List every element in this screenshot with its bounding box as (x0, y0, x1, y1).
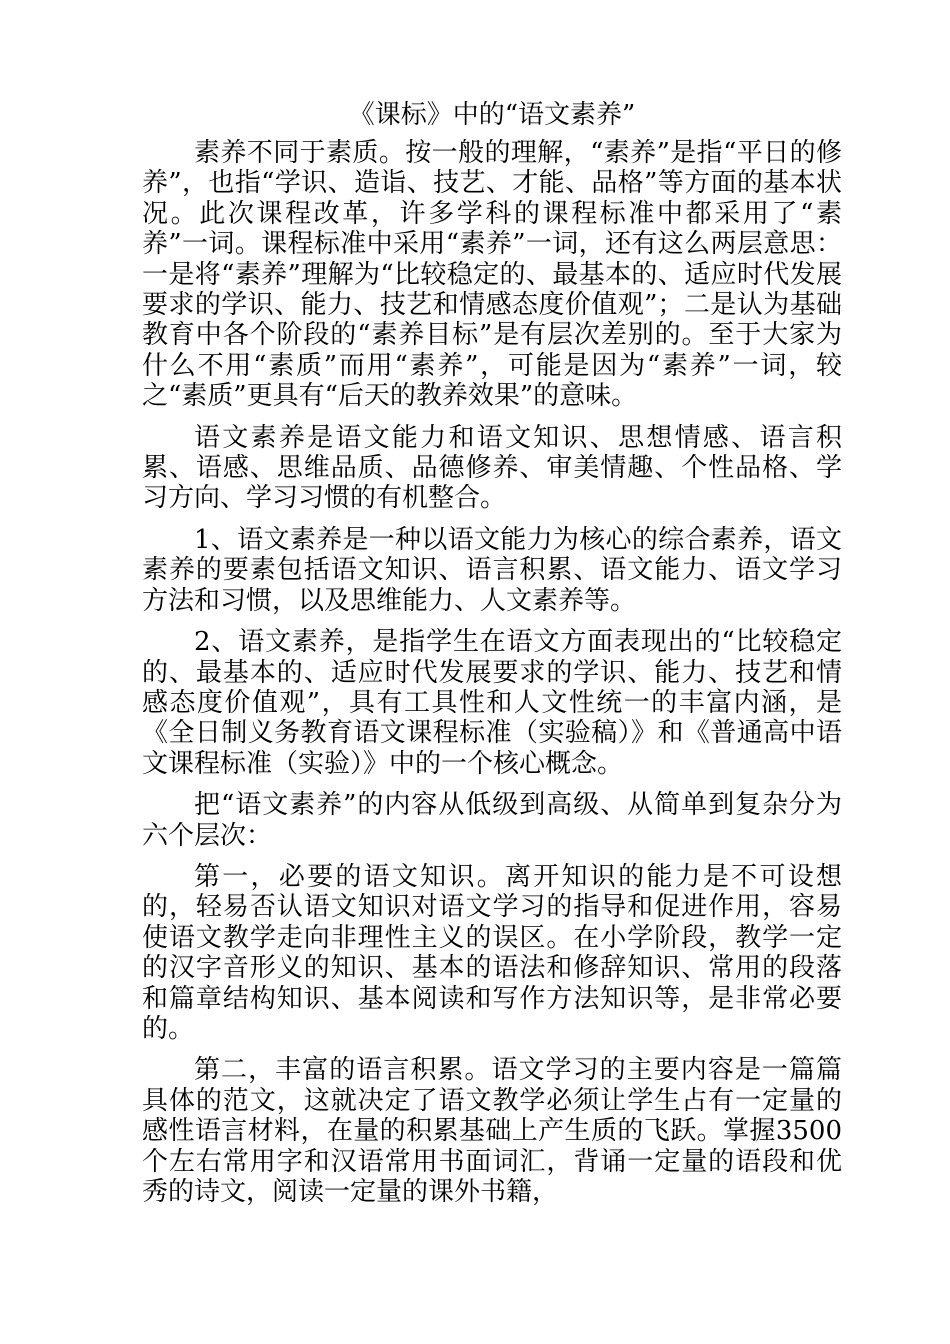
paragraph-six-levels-intro: 把“语文素养”的内容从低级到高级、从简单到复杂分为六个层次： (142, 790, 842, 851)
paragraph-suyang-definition: 素养不同于素质。按一般的理解，“素养”是指“平日的修养”，也指“学识、造诣、技艺、才能、品格”等方面的基本状况。此次课程改革，许多学科的课程标准中都采用了“素养”一词。课程标准中采用“素养”一词，还有这么两层意思：一是将“素养”理解为“比较稳定的、最基本的、适应时代发展要求的学识、能力、技艺和情感态度价值观”；二是认为基础教育中各个阶段的“素养目标”是有层次差别的。至于大家为什么不用“素质”而用“素养”，可能是因为“素养”一词，较之“素质”更具有“后天的教养效果”的意味。 (142, 138, 842, 412)
paragraph-point-1: 1、语文素养是一种以语文能力为核心的综合素养，语文素养的要素包括语文知识、语言积累、语文能力、语文学习方法和习惯，以及思维能力、人文素养等。 (142, 524, 842, 616)
document-title: 《课标》中的“语文素养” (348, 100, 636, 130)
paragraph-level-1: 第一，必要的语文知识。离开知识的能力是不可设想的，轻易否认语文知识对语文学习的指导和促进作用，容易使语文教学走向非理性主义的误区。在小学阶段，教学一定的汉字音形义的知识、基本的语法和修辞知识、常用的段落和篇章结构知识、基本阅读和写作方法知识等，是非常必要的。 (142, 861, 842, 1044)
paragraph-point-2: 2、语文素养，是指学生在语文方面表现出的“比较稳定的、最基本的、适应时代发展要求的学识、能力、技艺和情感态度价值观”，具有工具性和人文性统一的丰富内涵，是《全日制义务教育语文课程标准（实验稿）》和《普通高中语文课程标准（实验）》中的一个核心概念。 (142, 627, 842, 779)
paragraph-level-2: 第二，丰富的语言积累。语文学习的主要内容是一篇篇具体的范文，这就决定了语文教学必须让学生占有一定量的感性语言材料，在量的积累基础上产生质的飞跃。掌握3500个左右常用字和汉语常用书面词汇，背诵一定量的语段和优秀的诗文，阅读一定量的课外书籍， (142, 1055, 842, 1207)
paragraph-yuwen-suyang-integration: 语文素养是语文能力和语文知识、思想情感、语言积累、语感、思维品质、品德修养、审美情趣、个性品格、学习方向、学习习惯的有机整合。 (142, 422, 842, 514)
document-body (142, 98, 842, 1218)
